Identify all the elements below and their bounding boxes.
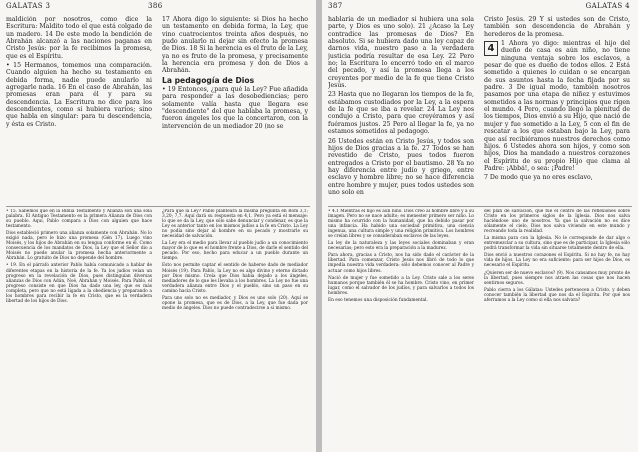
running-head-left: GALATAS 3 — [6, 2, 51, 10]
footnote: ¿Quieren ser de nuevo esclavos? (9). Nos cansamos muy pronto de la libertad, pues siempre nos atraen las cosas que nos hacen sentirnos seguros. — [484, 270, 630, 286]
footnote: En eso tenemos una disposición fundamental. — [328, 297, 428, 303]
paragraph: maldición por nosotros, como dice la Escritura: Maldito todo el que está colgado de un madero. 14 De este modo la bendición de Abrahán alcanzó a las naciones paganas en Cristo Jesús: por la fe recibimos la promesa, que es el Espíritu. — [6, 16, 152, 60]
footnote: Para uno solo no es mediador, y Dios es uno solo (20). Aquí se opone la promesa, que es de Dios, a la Ley, que fue dada por medio de ángeles. Dios no puede contradecirse a sí mismo. — [162, 295, 308, 311]
paragraph: Cristo Jesús. 29 Y si ustedes son de Cristo, también son descendencia de Abrahán y herederos de la promesa. — [484, 16, 630, 38]
footnote-divider — [328, 206, 632, 207]
footnote: La Ley era el medio para llevar al pueblo judío a un conocimiento mayor de lo que es el hombre frente a Dios, de darle el sentido del pecado. Por eso, hecho para educar a un pueblo durante un tiempo. — [162, 241, 308, 262]
left-header — [0, 2, 316, 14]
paragraph: • 19 Entonces, ¿para qué la Ley? Fue añadida para responder a las desobediencias; pero solamente valía hasta que llegara ese "descendiente" del que hablaba la promesa, y fueron ángeles los que la concertaron, con la intervención de un mediador 20 (no se — [162, 86, 308, 130]
chapter-number: 4 — [484, 41, 498, 56]
paragraph: 26 Ustedes están en Cristo Jesús, y todos son hijos de Dios gracias a la fe. 27 Todos se han revestido de Cristo, pues todos fueron entregados a Cristo por el bautismo. 28 Ya no hay diferencia entre judío y griego, entre esclavo y hombre libre; no se hace diferencia entre hombre y mujer, pues todos ustedes son uno solo en — [328, 137, 474, 196]
section-heading: La pedagogía de Dios — [162, 75, 255, 85]
running-head-right: GALATAS 4 — [585, 2, 630, 10]
right-notes-1 — [328, 209, 474, 449]
left-col-2 — [162, 16, 308, 206]
right-page — [322, 0, 638, 452]
footnote: • 4.1 Mientras el hijo es aún niño. Dios creó al hombre libre y a su imagen. Pero no se nace adulto; es menester primero ser niño. Lo mismo ha ocurrido con la humanidad, que ha debido pasar por una infancia. Ha habido una sociedad primitiva, una ciencia ingenua, una cultura simple y una religión primitiva. Los hombres se creían libres y se consideraban esclavos de las leyes. — [328, 209, 474, 240]
footnote: Dios envió a nuestros corazones el Espíritu. Si no hay fe, no hay vida de hijos. La Ley no era suficiente: para ser hijos de Dios, es necesario el Espíritu. — [484, 253, 630, 269]
paragraph: • 15 Hermanos, tomemos una comparación. Cuando alguien ha hecho su testamento en debida forma, nadie puede anularlo ni agregarle nada. 16 En el caso de Abrahán, las promesas eran para él y para su descendencia. La Escritura no dice para los descendientes, como si hubiera varios; sino que habla en singular: para tu descendencia, y ésta es Cristo. — [6, 62, 152, 128]
footnote: Esto nos permite captar el sentido de haberse dado de mediador Moisés (19). Para Pablo, la Ley no es algo divino y eterno dictado por Dios mismo. Creía que Dios había dejado a los ángeles, mediadores de lo que les llevaba a los hombres. La Ley no fue una verdadera alianza entre Dios y el pueblo, sino un paso en su camino hacia Cristo. — [162, 263, 308, 294]
footnote: ¿Para qué la Ley? Pablo planteará la misma pregunta en Rom 3,1; 3,20; 7,7. Aquí dará su respuesta en 4,1. Pero ya está el mensaje: lo que se da la Ley, que sólo sabe denunciar y condenar, es que la Ley es anterior tanto en los mismos judíos a la fe en Cristo. La Ley no podía sino dejar al hombre en su pecado y mostrarle su necesidad de salvación. — [162, 209, 308, 240]
footnote: Pablo cierra a los Gálatas: Ustedes pertenecen a Cristo, y deben conocer también la libertad que nos da el Espíritu. Por qué nos aferramos a la Ley como si ella nos salvara? — [484, 287, 630, 303]
footnote: La ley de la naturaleza y las leyes sociales dominaban y eran necesarias; pero esto era la preparación a la madurez. — [328, 241, 474, 252]
page-number-right: 387 — [328, 2, 343, 10]
right-col-2 — [484, 16, 630, 206]
paragraph: 7 De modo que ya no eres esclavo, — [484, 174, 593, 182]
right-header — [322, 2, 638, 14]
right-col-1 — [328, 16, 474, 206]
page-number-left: 386 — [148, 2, 163, 10]
footnote-divider — [6, 206, 310, 207]
paragraph: 17 Ahora digo lo siguiente: si Dios ha hecho un testamento en debida forma, la Ley, que vino cuatrocientos treinta años después, no pudo anularlo ni dejar sin efecto la promesa de Dios. 18 Si la herencia es el fruto de la Ley, ya no es fruto de la promesa, y precisamente la herencia era promesa y don de Dios a Abrahán. — [162, 16, 308, 75]
paragraph: 1 Ahora yo digo: mientras el hijo del dueño de casa es aún niño, no tiene ninguna ventaja sobre los esclavos, a pesar de que es dueño de todos ellos. 2 Está sometido a quienes lo cuidan o se encargan de sus asuntos hasta la fecha fijada por su padre. 3 De igual modo, también nosotros pasamos por una etapa de niñez y estuvimos sometidos a las normas y principios que rigen el mundo. 4 Pero, cuando llegó la plenitud de los tiempos, Dios envió a su Hijo, que nació de mujer y fue sometido a la Ley, 5 con el fin de rescatar a los que estaban bajo la Ley, para que así recibiéramos nuestros derechos como hijos. 6 Ustedes ahora son hijos, y como son hijos, Dios ha mandado a nuestros corazones el Espíritu de su propio Hijo que clama al Padre: ¡Abbá!, o sea: ¡Padre! — [484, 40, 630, 172]
footnote: del plan de salvación, que fue el centro de las reflexiones sobre Cristo en los primeros siglos de la Iglesia. Dios nos salva haciéndose uno de nosotros. Ya que la salvación no es dice sólamente el cielo, Dios nos salva viviendo en este mundo y recreando toda la realidad. — [484, 209, 630, 235]
footnote: • 19. En el párrafo anterior Pablo había comunicado a hablar de diferentes etapas en la historia de la fe. Ya los judíos veían un progreso en la revelación de Dios, pues distinguían diversas alianzas de Dios con Adán, Noé, Abrahán y Moisés. Para Pablo, el progreso consiste en que Dios ha dado una ley, que es más completa, pero que no está ligada a la obediencia y preparando a los hombres para recibir la fe en Cristo, que es la verdadera libertad de los hijos de Dios. — [6, 263, 152, 304]
footnote: Dios estableció primero una alianza solamente con Abrahán. No lo exigió nada, pero le hizo una promesa (Gén 17). Luego vino Moisés, y los hijos de Abrahán en su lengua conforme en él. Como consecuencia de los mandatos de Dios, la Ley que el Señor dio a Moisés no puede anular la promesa hecha anteriormente a Abrahán. Lo gratuito de Dios no depende del hombre. — [6, 231, 152, 262]
footnote: Para ahora, gracias a Cristo, nos ha sido dado el carácter de la libertad. Para comenzar, Cristo Jesús nos libró de todo lo que impedía nuestra vida verdadera: sólo debemos conocer al Padre y actuar como hijos libres. — [328, 253, 474, 274]
footnote: Nació de mujer y fue sometido a la Ley. Cristo sale a los seres humanos porque también él se ha hombre. Cristo vino, en primer lugar, como el salvador de los judíos, y para salvarlos a todos los hombres. — [328, 275, 474, 296]
footnote: La misma para con la Iglesia. No le corresponde de dar algo o entremezclar a su cultura, sino que es de participar, la Iglesia sólo podrá transformar la vida sin situarse totalmente dentro de ella. — [484, 236, 630, 252]
paragraph: hablaría de un mediador si hubiera una sola parte, y Dios es uno solo). 21 ¿Acaso la Ley contradice las promesas de Dios? En absoluto. Si se hubiera dado una ley capaz de darnos vida, nuestro paso a la verdadera justicia podría resultar de esa Ley. 22 Pero no; la Escritura lo encerró todo en el marco del pecado, y así la promesa llega a los creyentes por medio de la fe que tiene Cristo Jesús. — [328, 16, 474, 90]
right-notes-2 — [484, 209, 630, 449]
paragraph: 23 Hasta que no llegaran los tiempos de la fe, estábamos custodiados por la Ley, a la espera de la fe que se iba a revelar. 24 La Ley nos condujo a Cristo, para que creyéramos y así fuéramos justos. 25 Pero al llegar la fe, ya no estamos sometidos al pedagogo. — [328, 91, 474, 136]
left-notes-1 — [6, 209, 152, 449]
left-col-1 — [6, 16, 152, 206]
left-page — [0, 0, 316, 452]
footnote: • 15. Sabemos que en la Biblia Testamento y Alianza son una sola palabra. El Antiguo Testamento es la primera Alianza de Dios con su pueblo. Aquí, Pablo compara a Dios con alguien que hace testamento. — [6, 209, 152, 230]
left-notes-2 — [162, 209, 308, 449]
chapter-paragraph — [484, 40, 630, 172]
